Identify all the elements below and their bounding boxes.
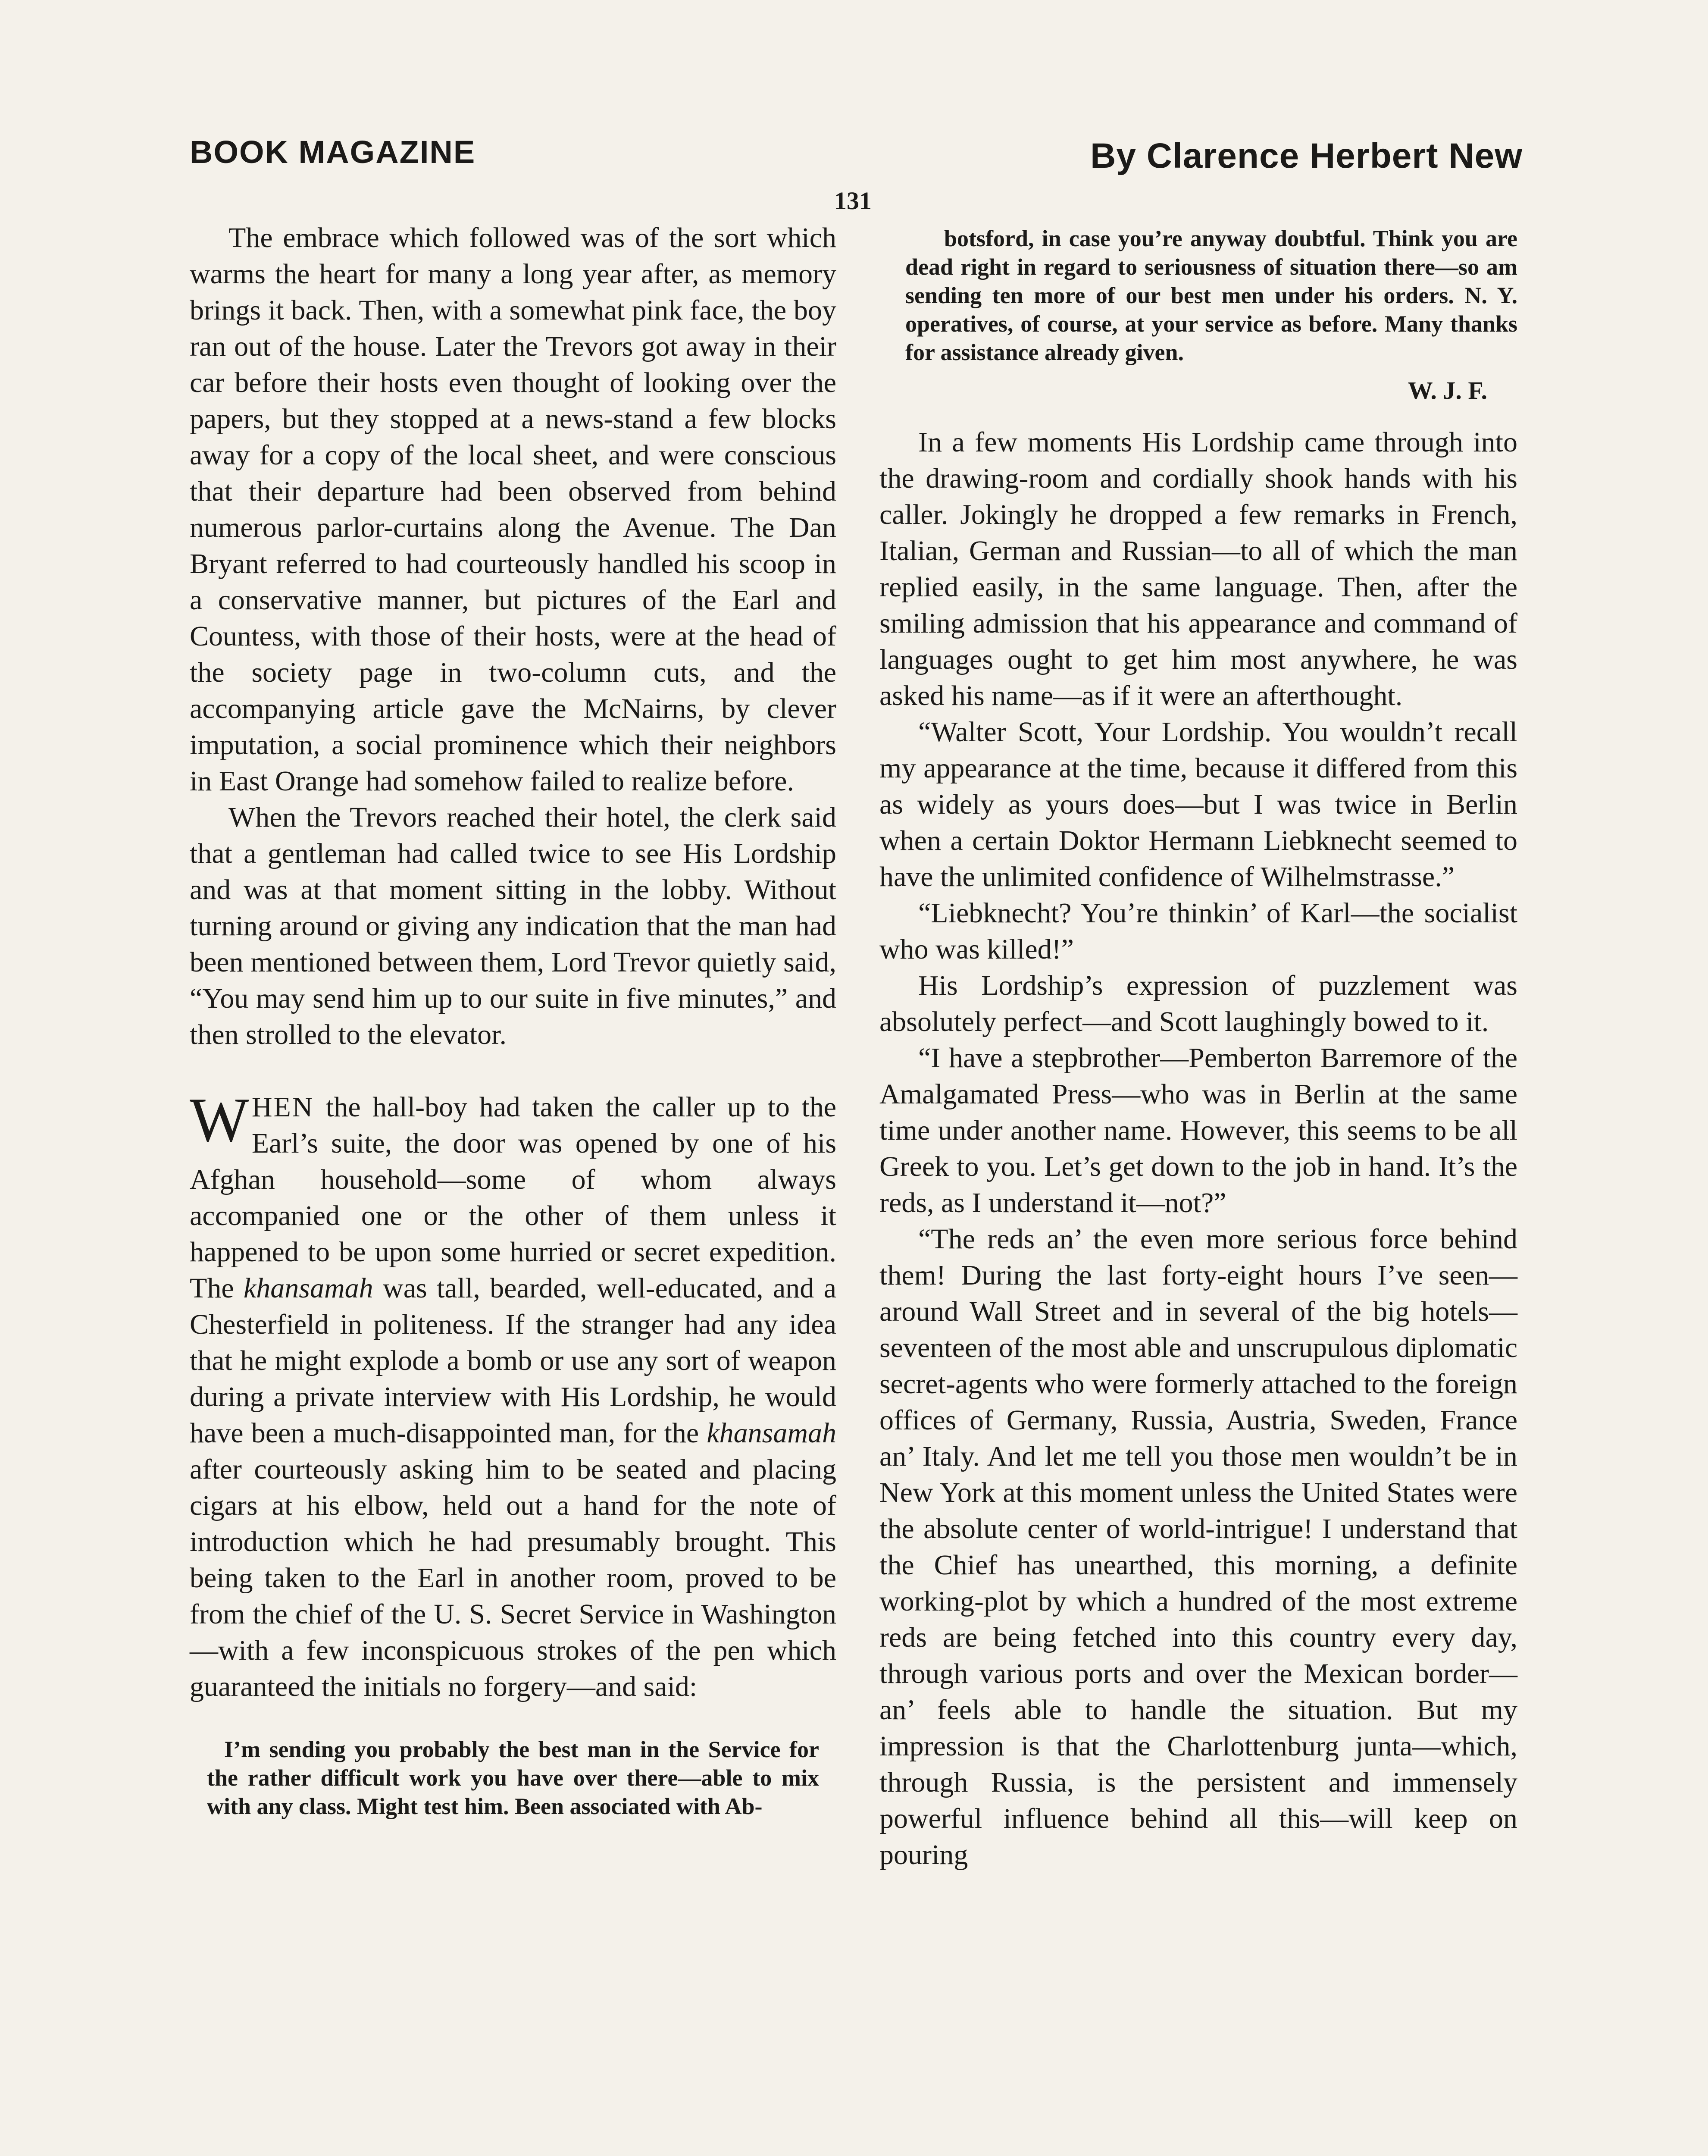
paragraph: The embrace which followed was of the sort which warms the heart for many a long year after, as memory brings it back. Then, with a somewhat pink face, the boy ran out of the house. Later the Trevors got away in their car before their hosts even thought of looking over the papers, but they stopped at a news-stand a few blocks away for a copy of the local sheet, and were conscious that their departure had been observed from behind numerous parlor-curtains along the Avenue. The Dan Bryant referred to had courteously handled his scoop in a conservative manner, but pictures of the Earl and Countess, with those of their hosts, were at the head of the society page in two-column cuts, and the accompanying article gave the McNairns, by clever imputation, a social prominence which their neighbors in East Orange had somehow failed to realize before. [190,222,836,797]
drop-cap: W [190,1085,249,1155]
lead-caps: HEN [251,1091,314,1123]
paragraph: “The reds an’ the even more serious force behind them! During the last forty-eight hours I’ve seen—around Wall Street and in several of the big hotels—seventeen of the most able and unscrupulous diplomatic secret-agents who were formerly attached to the foreign offices of Germany, Russia, Austria, Sweden, France an’ Italy. And let me tell you those men wouldn’t be in New York at this moment unless the United States were the absolute center of world-intrigue! I understand that the Chief has unearthed, this morning, a definite working-plot by which a hundred of the most extreme reds are being fetched into this country every day, through various ports and over the Mexican border—an’ feels able to handle the situation. But my impression is that the Charlottenburg junta—which, through Russia, is the persistent and immensely powerful influence behind all this—will keep on pouring [879,1223,1517,1871]
telegram-quote [207,1735,819,1821]
magazine-title: BOOK MAGAZINE [190,134,476,170]
telegram-quote-continued [905,224,1517,367]
text-run: the hall-boy had taken the caller up to the Earl’s suite, the door was opened by one of his Afghan household—some of whom always accompanied one or the other of them unless it happened to be upon some hurried or secret expedition. The [190,1091,836,1304]
paragraph: In a few moments His Lordship came through into the drawing-room and cordially shook hands with his caller. Jokingly he dropped a few remarks in French, Italian, German and Russian—to all of which the man replied easily, in the same language. Then, after the smiling admission that his appearance and command of languages ought to get him most anywhere, he was asked his name—as if it were an afterthought. [879,426,1517,711]
right-column [879,224,1517,1873]
text-run: was tall, bearded, well-educated, and a Chesterfield in politeness. If the stranger had any idea that he might explode a bomb or use any sort of weapon during a private interview with His Lordship, he would have been a much-disappointed man, for the [190,1272,836,1449]
telegram-text: botsford, in case you’re anyway doubtful. Think you are dead right in regard to seriousness of situation there—so am sending ten more of our best men under his orders. N. Y. operatives, of course, at your service as before. Many thanks for assistance already given. [905,226,1517,365]
left-column [190,220,836,1821]
telegram-text: I’m sending you probably the best man in the Service for the rather difficult work you have over there—able to mix with any class. Might test him. Been associated with Ab- [207,1736,819,1819]
paragraph: “Walter Scott, Your Lordship. You wouldn’t recall my appearance at the time, because it differed from this as widely as yours does—but I was twice in Berlin when a certain Doktor Hermann Liebknecht seemed to have the unlimited confidence of Wilhelmstrasse.” [879,716,1517,893]
author-byline: By Clarence Herbert New [1090,136,1523,175]
paragraph: “I have a stepbrother—Pemberton Barremore of the Amalgamated Press—who was in Berlin at the same time under another name. However, this seems to be all Greek to you. Let’s get down to the job in hand. It’s the reds, as I understand it—not?” [879,1042,1517,1219]
paragraph-dropcap [190,1085,836,1705]
paragraph: “Liebknecht? You’re thinkin’ of Karl—the socialist who was killed!” [879,897,1517,965]
italic-term: khansamah [244,1272,373,1304]
page-number: 131 [834,187,872,215]
telegram-signature: W. J. F. [1408,376,1487,404]
paragraph: When the Trevors reached their hotel, the clerk said that a gentleman had called twice to see His Lordship and was at that moment sitting in the lobby. Without turning around or giving any indication that the man had been mentioned between them, Lord Trevor quietly said, “You may send him up to our suite in five minutes,” and then strolled to the elevator. [190,802,836,1050]
italic-term: khansamah [707,1417,836,1449]
paragraph: His Lordship’s expression of puzzlement was absolutely perfect—and Scott laughingly bowed to it. [879,970,1517,1037]
text-run: after courteously asking him to be seated and placing cigars at his elbow, held out a hand for the note of introduction which he had presumably brought. This being taken to the Earl in another room, proved to be from the chief of the U. S. Secret Service in Washington—with a few inconspicuous strokes of the pen which guaranteed the initials no forgery—and said: [190,1454,836,1702]
